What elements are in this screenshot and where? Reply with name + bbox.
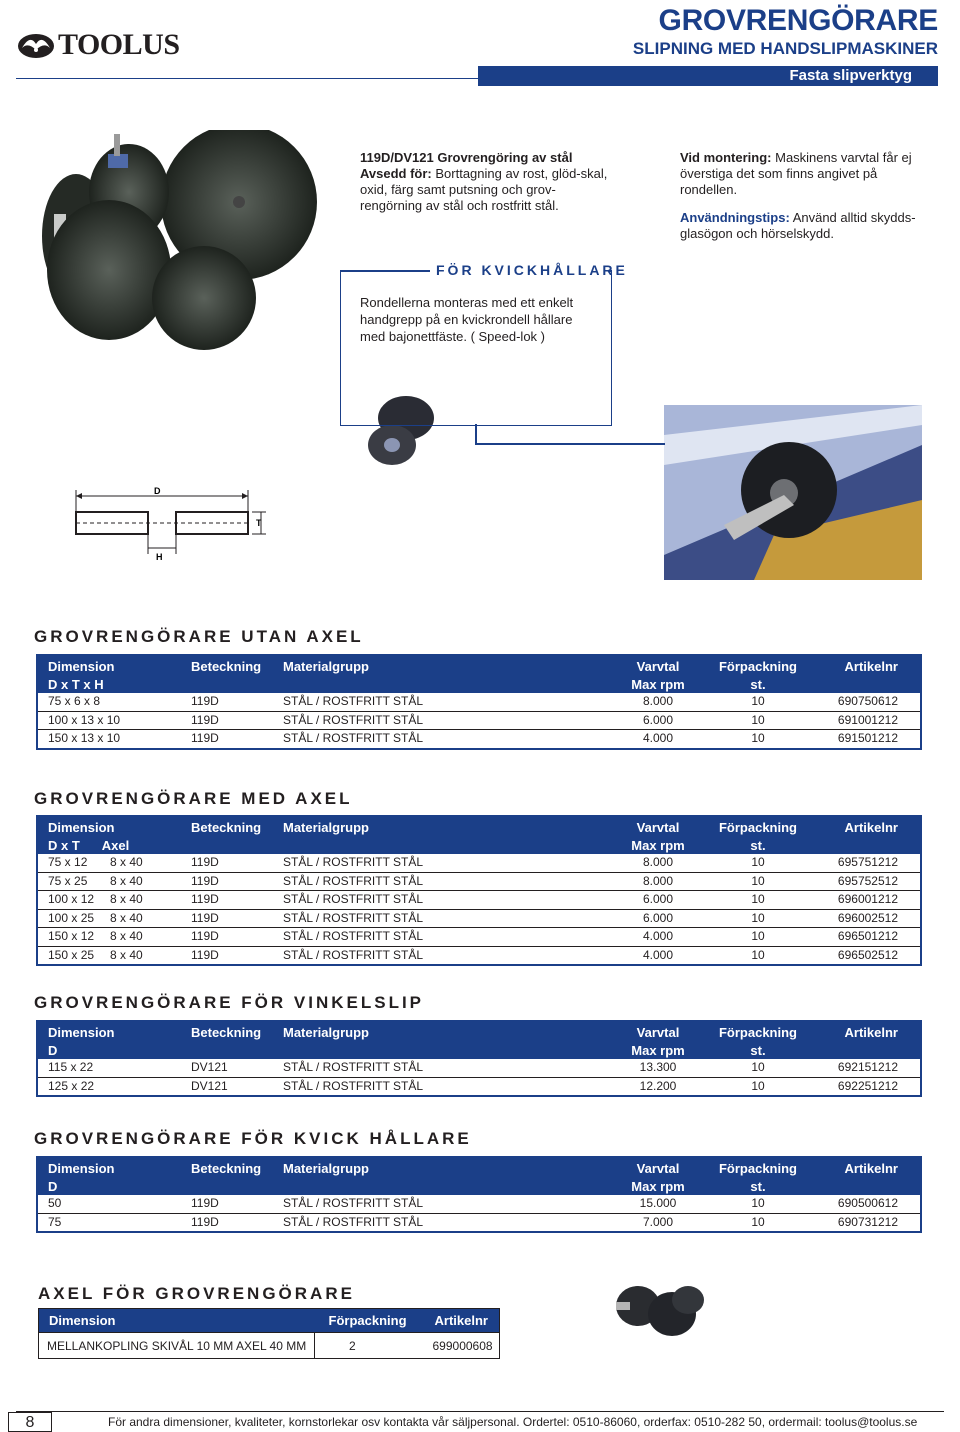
cell-dxt: 75 x 25 [48,873,88,888]
table-body [37,854,921,965]
section-title-utan-axel: GROVRENGÖRARE UTAN AXEL [34,627,364,646]
cell-beteckning: 119D [187,891,273,910]
cell-beteckning: 119D [187,1195,273,1213]
header-divider [16,78,478,79]
col-artikelnr: Artikelnr [844,659,898,674]
cell-dimension [37,909,187,928]
cell-varvtal: 4.000 [573,946,693,965]
col-dimension: Dimension [48,1025,115,1040]
cell-artikelnr: 696001212 [813,891,921,910]
cell-forpackning: 10 [693,946,813,965]
col-varvtal-sub: Max rpm [631,676,685,692]
table-utan-axel [36,654,922,750]
dimension-diagram [66,482,276,562]
mount-label: Vid montering: [680,150,772,165]
table-body [37,693,921,749]
cell-artikelnr: 690731212 [813,1213,921,1232]
table-row [37,1213,921,1232]
table-axel [38,1308,500,1359]
col-forpackning: Förpackning [718,1161,797,1176]
col-beteckning: Beteckning [191,659,262,674]
col-varvtal: Varvtal [636,1161,680,1176]
diagram-h-label: H [156,552,163,562]
cell-artikelnr: 695751212 [813,854,921,872]
col-dimension-sub [37,837,187,855]
table-med-axel [36,815,922,966]
col-dimension-sub: D [48,1178,58,1194]
table-row [37,872,921,891]
axel-discs-image [612,1280,710,1342]
col-empty [187,837,273,855]
purpose-text: Borttagning av rost, glöd-skal, oxid, färg samt putsning och grov-rengörning av stål och rostfritt stål. [360,166,608,213]
cell-varvtal: 8.000 [573,872,693,891]
cell-varvtal: 7.000 [573,1213,693,1232]
cell-beteckning: 119D [187,946,273,965]
usage-notes [680,150,930,254]
table-body [37,1059,921,1096]
cell-dimension [37,872,187,891]
cell-axel: 8 x 40 [110,910,143,925]
table-row [37,854,921,872]
col-forpackning: Förpackning [328,1313,407,1328]
cell-axel: 8 x 40 [110,873,143,888]
cell-materialgrupp: STÅL / ROSTFRITT STÅL [273,946,573,965]
cell-forpackning: 10 [693,872,813,891]
cell-forpackning: 10 [693,730,813,749]
cell-dimension [37,891,187,910]
cell-axel: 8 x 40 [110,929,143,943]
cell-dimension: 75 x 6 x 8 [37,693,187,711]
cell-forpackning: 10 [693,711,813,730]
cell-forpackning: 10 [693,693,813,711]
col-dimension: Dimension [48,1161,115,1176]
col-beteckning: Beteckning [191,1025,262,1040]
logo-mark-icon [16,30,56,60]
col-dimension: Dimension [48,820,115,835]
page-header [633,4,938,60]
cell-dxt: 100 x 12 [48,892,95,906]
cell-beteckning: 119D [187,693,273,711]
cell-materialgrupp: STÅL / ROSTFRITT STÅL [273,693,573,711]
cell-dimension: 100 x 13 x 10 [37,711,187,730]
col-forpackning: Förpackning [718,659,797,674]
cell-varvtal: 6.000 [573,711,693,730]
col-varvtal-sub: Max rpm [631,1178,685,1194]
col-empty [273,676,573,694]
table-row [37,891,921,910]
table-row [37,1059,921,1077]
table-kvick-hallare [36,1156,922,1233]
kvick-connector-bar [475,443,665,445]
col-forpackning: Förpackning [718,1025,797,1040]
col-dxt: D x T [48,837,80,853]
col-materialgrupp: Materialgrupp [283,659,369,674]
cell-dimension: 50 [37,1195,187,1213]
col-empty [813,1042,921,1060]
table-row [39,1333,500,1359]
col-varvtal-sub: Max rpm [631,1042,685,1058]
table-row [37,711,921,730]
col-artikelnr: Artikelnr [434,1313,488,1328]
cell-artikelnr: 690500612 [813,1195,921,1213]
cell-varvtal: 4.000 [573,928,693,947]
cell-dimension: 75 [37,1213,187,1232]
cell-beteckning: DV121 [187,1059,273,1077]
cell-materialgrupp: STÅL / ROSTFRITT STÅL [273,711,573,730]
cell-artikelnr: 690750612 [813,693,921,711]
cell-artikelnr: 695752512 [813,872,921,891]
cell-forpackning: 10 [693,928,813,947]
cell-forpackning: 10 [693,1077,813,1096]
cell-forpackning: 10 [693,1059,813,1077]
col-beteckning: Beteckning [191,820,262,835]
col-empty [273,1178,573,1196]
cell-forpackning: 2 [315,1333,425,1359]
cell-varvtal: 6.000 [573,909,693,928]
cell-varvtal: 4.000 [573,730,693,749]
table-row [37,1077,921,1096]
col-forpackning-sub: st. [750,1042,766,1058]
col-empty [273,837,573,855]
table-row [37,946,921,965]
cell-axel: 8 x 40 [110,892,143,906]
col-materialgrupp: Materialgrupp [283,820,369,835]
cell-materialgrupp: STÅL / ROSTFRITT STÅL [273,730,573,749]
cell-axel: 8 x 40 [110,947,143,962]
col-varvtal: Varvtal [636,820,680,835]
col-axel: Axel [101,837,130,853]
col-materialgrupp: Materialgrupp [283,1161,369,1176]
kvick-title: FÖR KVICKHÅLLARE [436,262,628,278]
section-title-med-axel: GROVRENGÖRARE MED AXEL [34,789,353,808]
cell-varvtal: 12.200 [573,1077,693,1096]
col-artikelnr: Artikelnr [844,1161,898,1176]
cell-forpackning: 10 [693,854,813,872]
cell-beteckning: 119D [187,909,273,928]
grinding-discs-image [14,130,344,370]
cell-materialgrupp: STÅL / ROSTFRITT STÅL [273,1077,573,1096]
cell-dxt: 150 x 12 [48,929,95,943]
footer-divider [16,1411,944,1412]
cell-materialgrupp: STÅL / ROSTFRITT STÅL [273,1059,573,1077]
cell-materialgrupp: STÅL / ROSTFRITT STÅL [273,872,573,891]
col-varvtal-sub: Max rpm [631,837,685,853]
logo-text: TOOLUS [58,28,180,61]
cell-dimension: 115 x 22 [37,1059,187,1077]
cell-artikelnr: 696501212 [813,928,921,947]
col-beteckning: Beteckning [191,1161,262,1176]
cell-materialgrupp: STÅL / ROSTFRITT STÅL [273,928,573,947]
cell-dimension [37,928,187,947]
toolus-logo [16,28,186,62]
cell-dimension: 150 x 13 x 10 [37,730,187,749]
cell-materialgrupp: STÅL / ROSTFRITT STÅL [273,854,573,872]
diagram-t-label: T [256,518,262,528]
tips-text: Använd alltid skydds-glasögon och hörselskydd. [680,210,916,241]
page-title: GROVRENGÖRARE [658,4,938,37]
table-body [37,1195,921,1232]
col-artikelnr: Artikelnr [844,820,898,835]
purpose-label: Avsedd för: [360,166,432,181]
page-number: 8 [8,1412,52,1432]
cell-artikelnr: 691501212 [813,730,921,749]
cell-dxt: 100 x 25 [48,910,95,925]
col-materialgrupp: Materialgrupp [283,1025,369,1040]
cell-materialgrupp: STÅL / ROSTFRITT STÅL [273,909,573,928]
col-dimension: Dimension [48,659,115,674]
col-empty [813,1178,921,1196]
disc-in-use-photo [664,405,922,580]
col-varvtal: Varvtal [636,659,680,674]
section-title-vinkelslip: GROVRENGÖRARE FÖR VINKELSLIP [34,993,425,1012]
col-forpackning-sub: st. [750,1178,766,1194]
col-dimension-sub: D x T x H [48,676,104,692]
col-empty [273,1042,573,1060]
col-varvtal: Varvtal [636,1025,680,1040]
table-row [37,928,921,947]
cell-forpackning: 10 [693,891,813,910]
col-forpackning-sub: st. [750,837,766,853]
category-bar: Fasta slipverktyg [478,66,938,86]
cell-beteckning: 119D [187,711,273,730]
table-vinkelslip [36,1020,922,1097]
col-forpackning-sub: st. [750,676,766,692]
col-empty [187,676,273,694]
table-row [37,693,921,711]
cell-artikelnr: 699000608 [425,1333,500,1359]
cell-beteckning: 119D [187,872,273,891]
cell-dxt: 150 x 25 [48,947,95,962]
kvick-connector [475,424,477,444]
cell-varvtal: 13.300 [573,1059,693,1077]
cell-forpackning: 10 [693,1213,813,1232]
cell-varvtal: 15.000 [573,1195,693,1213]
cell-beteckning: 119D [187,730,273,749]
cell-beteckning: 119D [187,1213,273,1232]
section-title-kvick-hallare: GROVRENGÖRARE FÖR KVICK HÅLLARE [34,1129,472,1148]
cell-forpackning: 10 [693,909,813,928]
col-dimension: Dimension [49,1313,116,1328]
cell-beteckning: 119D [187,854,273,872]
cell-artikelnr: 696002512 [813,909,921,928]
cell-materialgrupp: STÅL / ROSTFRITT STÅL [273,1213,573,1232]
cell-materialgrupp: STÅL / ROSTFRITT STÅL [273,891,573,910]
col-empty [813,837,921,855]
table-row [37,1195,921,1213]
cell-varvtal: 6.000 [573,891,693,910]
col-empty [813,676,921,694]
cell-artikelnr: 696502512 [813,946,921,965]
cell-dimension: 125 x 22 [37,1077,187,1096]
cell-dxt: 75 x 12 [48,855,88,869]
cell-dimension: MELLANKOPLING SKIVÅL 10 MM AXEL 40 MM [39,1333,315,1359]
cell-artikelnr: 691001212 [813,711,921,730]
cell-beteckning: 119D [187,928,273,947]
cell-dimension [37,854,187,872]
footer-contact: För andra dimensioner, kvaliteter, kornstorlekar osv kontakta vår säljpersonal. Ordertel: 0510-86060, orderfax: 0510-282 50, ordermail: toolus@toolus.se [108,1415,918,1429]
table-row [37,909,921,928]
kvick-box-top-left [340,270,430,272]
cell-dimension [37,946,187,965]
diagram-d-label: D [154,486,161,496]
col-forpackning: Förpackning [718,820,797,835]
page-subtitle: SLIPNING MED HANDSLIPMASKINER [632,39,938,58]
cell-forpackning: 10 [693,1195,813,1213]
section-title-axel: AXEL FÖR GROVRENGÖRARE [38,1284,355,1303]
cell-beteckning: DV121 [187,1077,273,1096]
cell-materialgrupp: STÅL / ROSTFRITT STÅL [273,1195,573,1213]
product-intro [360,150,610,214]
col-empty [187,1178,273,1196]
cell-axel: 8 x 40 [110,855,143,869]
col-artikelnr: Artikelnr [844,1025,898,1040]
cell-varvtal: 8.000 [573,693,693,711]
tips-label: Användningstips: [680,210,790,225]
product-title: 119D/DV121 Grovrengöring av stål [360,150,573,165]
kvick-text: Rondellerna monteras med ett enkelt handgrepp på en kvickrondell hållare med bajonettfäste. ( Speed-lok ) [360,295,574,344]
col-dimension-sub: D [48,1042,58,1058]
col-empty [187,1042,273,1060]
table-row [37,730,921,749]
cell-varvtal: 8.000 [573,854,693,872]
cell-artikelnr: 692251212 [813,1077,921,1096]
cell-artikelnr: 692151212 [813,1059,921,1077]
mount-text: Maskinens varvtal får ej överstiga det som finns angivet på rondellen. [680,150,912,197]
